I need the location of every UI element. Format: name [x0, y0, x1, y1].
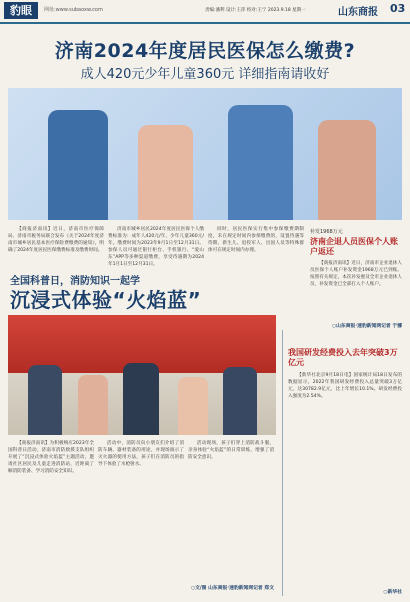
story1-photo — [8, 88, 402, 220]
story2-byline: ○文/图 山东商报·速豹新闻网记者 郑文 — [190, 586, 274, 591]
story1-headline: 济南2024年度居民医保怎么缴费? — [54, 40, 356, 62]
masthead-meta: 责编:潘利 设计:王萍 校对:王宁 2023.9.18 星期一 — [205, 8, 306, 13]
masthead — [0, 0, 410, 24]
story2-photo — [8, 315, 276, 435]
masthead-logo: 豹眼 — [4, 2, 38, 19]
story1-col2 — [108, 226, 204, 268]
story2-col1 — [8, 440, 94, 596]
story1-subhead: 成人420元少年儿童360元 详细指南请收好 — [80, 67, 330, 82]
story1-col3-text: 同时，居民医保实行集中参保缴费期制度，未在规定时间内参保缴费的，设置待遇等待期。新生儿、退役军人、出国人员等特殊群体可在规定时间内办理。 — [208, 227, 304, 254]
story2-col3-text: 活动现场，孩子们穿上消防战斗服，亲身体验“火焰蓝”的日常训练，增强了消防安全意识。 — [188, 441, 274, 461]
story2-col1-text: 【商报济南讯】为积极响应2023年全国科普日活动，济南市消防救援支队组织开展了“沉浸式体验火焰蓝”主题活动，邀请社区居民及儿童走进消防站，近距离了解消防装备、学习消防安全知识。 — [8, 441, 94, 475]
sidebar-kicker: 补发1968万元 — [310, 229, 343, 235]
masthead-site: 网址:www.subaoxw.com — [44, 7, 103, 13]
sidebar2-text: 【新华社北京9月18日电】国家统计局18日发布的数据显示，2022年我国研发经费投入总量突破3万亿元，达30782.9亿元，比上年增长10.1%。研发经费投入强度为2.54%。 — [288, 373, 402, 400]
sidebar2-title: 我国研发经费投入去年突破3万亿元 — [288, 348, 398, 367]
story2-col2-text: 活动中，消防员向小朋友们介绍了消防车辆、器材装备的用途，并现场演示了灭火器的使用方法，孩子们在消防员的指导下体验了水枪射水。 — [98, 441, 184, 468]
story1-col1 — [8, 226, 104, 268]
story1-col1-text: 【商报济南讯】近日，济南市医疗保障局、济南市税务局联合发布《关于2024年度济南市城乡居民基本医疗保险费缴费的通知》，明确了2024年度居民医保缴费标准及缴费时间。 — [8, 227, 104, 254]
sidebar-byline: ○山东商报·速豹新闻网记者 于娜 — [331, 324, 402, 329]
sidebar2-body — [288, 372, 402, 586]
story2-kicker: 全国科普日，消防知识一起学 — [10, 276, 140, 287]
column-rule — [282, 330, 283, 596]
sidebar-title: 济南企退人员医保个人账户返还 — [310, 237, 398, 256]
story2-col2 — [98, 440, 184, 596]
story2-col3 — [188, 440, 274, 580]
masthead-brand: 山东商报 — [338, 7, 378, 18]
sidebar-body — [310, 260, 402, 320]
story2-headline: 沉浸式体验“火焰蓝” — [10, 288, 202, 312]
sidebar-text: 【商报济南讯】近日，济南市企业退休人员医保个人账户补发资金1968万元已到账。按照有关规定，本次补发惠及全市企业退休人员，补发资金已全部打入个人账户。 — [310, 261, 402, 288]
sidebar2-byline: ○新华社 — [383, 590, 402, 595]
page-number: 03 — [390, 2, 406, 15]
story1-col2-text: 济南市城乡居民2024年度居民医保个人缴费标准为：成年人420元/年、少年儿童360元/年。缴费时间为2023年9月1日至12月31日。参保人员可通过银行柜台、手机银行、“爱山东”APP等多种渠道缴费，享受待遇期为2024年1月1日至12月31日。 — [108, 227, 204, 268]
story1-col3 — [208, 226, 304, 268]
